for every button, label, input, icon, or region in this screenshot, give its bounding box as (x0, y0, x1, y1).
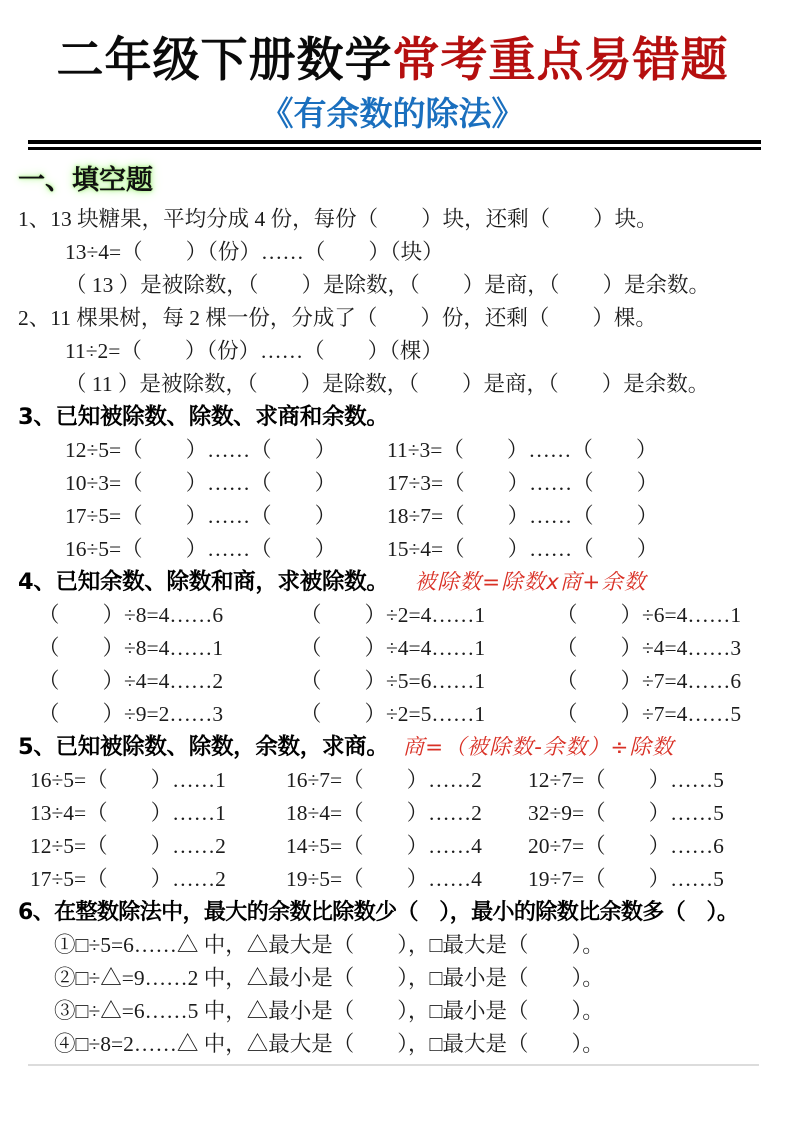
equation-item: （ ）÷4=4……3 (556, 636, 742, 660)
sub-question-item: ②□÷△=9……2 中，△最小是（ ），□最小是（ ）。 (54, 966, 604, 990)
question-4 (18, 566, 767, 731)
equation-item: 12÷5=（ ）……（ ） (65, 438, 337, 462)
q5-header-line (18, 731, 767, 764)
equation-item: 20÷7=（ ）……6 (528, 834, 724, 858)
q2-statement: 2、11 棵果树，每 2 棵一份，分成了（ ）份，还剩（ ）棵。 (18, 306, 657, 330)
equation-item: （ ）÷7=4……5 (556, 702, 742, 726)
equation-item: 17÷5=（ ）……（ ） (65, 504, 337, 528)
q5-formula-note: 商=（被除数-余数）÷除数 (402, 735, 675, 760)
q2-terms: （ 11 ）是被除数，（ ）是除数，（ ）是商，（ ）是余数。 (65, 372, 710, 396)
equation-item: 10÷3=（ ）……（ ） (65, 471, 337, 495)
equation-item: 16÷5=（ ）……1 (30, 768, 226, 792)
sub-question-item: ③□÷△=6……5 中，△最小是（ ），□最小是（ ）。 (54, 999, 604, 1023)
equation-item: （ ）÷2=4……1 (300, 603, 486, 627)
title-red-part: 常考重点易错题 (392, 33, 729, 88)
question-5 (18, 731, 767, 896)
question-1 (18, 203, 767, 302)
header-divider (18, 136, 767, 150)
q6-subitems (18, 929, 767, 1061)
equation-item: （ ）÷8=4……1 (38, 636, 224, 660)
equation-item: 16÷7=（ ）……2 (286, 768, 482, 792)
question-2 (18, 302, 767, 401)
equation-item: 11÷3=（ ）……（ ） (387, 438, 658, 462)
q3-equation-grid (18, 434, 767, 566)
equation-item: （ ）÷4=4……2 (38, 669, 224, 693)
question-6 (18, 896, 767, 1061)
page-title (18, 30, 767, 92)
equation-item: 14÷5=（ ）……4 (286, 834, 482, 858)
equation-item: （ ）÷9=2……3 (38, 702, 224, 726)
equation-item: 16÷5=（ ）……（ ） (65, 537, 337, 561)
equation-item: （ ）÷5=6……1 (300, 669, 486, 693)
equation-item: 12÷7=（ ）……5 (528, 768, 724, 792)
equation-item: 17÷3=（ ）……（ ） (387, 471, 659, 495)
q2-equation: 11÷2=（ ）（份）……（ ）（棵） (65, 339, 443, 363)
q1-equation: 13÷4=（ ）（份）……（ ）（块） (65, 240, 444, 264)
section-heading: 一、填空题 (18, 165, 153, 196)
equation-item: 12÷5=（ ）……2 (30, 834, 226, 858)
q1-statement: 1、13 块糖果，平均分成 4 份，每份（ ）块，还剩（ ）块。 (18, 207, 658, 231)
question-3 (18, 401, 767, 566)
equation-item: 13÷4=（ ）……1 (30, 801, 226, 825)
equation-item: （ ）÷6=4……1 (556, 603, 742, 627)
equation-item: 17÷5=（ ）……2 (30, 867, 226, 891)
equation-item: 32÷9=（ ）……5 (528, 801, 724, 825)
equation-item: （ ）÷4=4……1 (300, 636, 486, 660)
q1-terms: （ 13 ）是被除数，（ ）是除数，（ ）是商，（ ）是余数。 (65, 273, 711, 297)
divider-line-thick (28, 140, 761, 144)
equation-item: （ ）÷2=5……1 (300, 702, 486, 726)
equation-item: 19÷7=（ ）……5 (528, 867, 724, 891)
q5-equation-grid (18, 764, 767, 896)
page-subtitle: 《有余数的除法》 (260, 94, 525, 133)
q5-header: 5、已知被除数、除数，余数，求商。 (18, 734, 389, 760)
equation-item: （ ）÷7=4……6 (556, 669, 742, 693)
q4-header: 4、已知余数、除数和商，求被除数。 (18, 569, 389, 595)
footer-divider (28, 1064, 759, 1066)
equation-item: 15÷4=（ ）……（ ） (387, 537, 659, 561)
q4-equation-grid (18, 599, 767, 731)
sub-question-item: ①□÷5=6……△ 中，△最大是（ ），□最大是（ ）。 (54, 933, 604, 957)
q6-header: 6、在整数除法中，最大的余数比除数少（ ），最小的除数比余数多（ ）。 (18, 900, 739, 925)
equation-item: 18÷7=（ ）……（ ） (387, 504, 659, 528)
section-wrap (18, 150, 767, 203)
q3-header: 3、已知被除数、除数、求商和余数。 (18, 404, 389, 430)
equation-item: 18÷4=（ ）……2 (286, 801, 482, 825)
sub-question-item: ④□÷8=2……△ 中，△最大是（ ），□最大是（ ）。 (54, 1032, 604, 1056)
equation-item: （ ）÷8=4……6 (38, 603, 224, 627)
q4-formula-note: 被除数=除数x商+余数 (414, 570, 647, 595)
title-black-part: 二年级下册数学 (56, 33, 393, 88)
equation-item: 19÷5=（ ）……4 (286, 867, 482, 891)
q4-header-line (18, 566, 767, 599)
